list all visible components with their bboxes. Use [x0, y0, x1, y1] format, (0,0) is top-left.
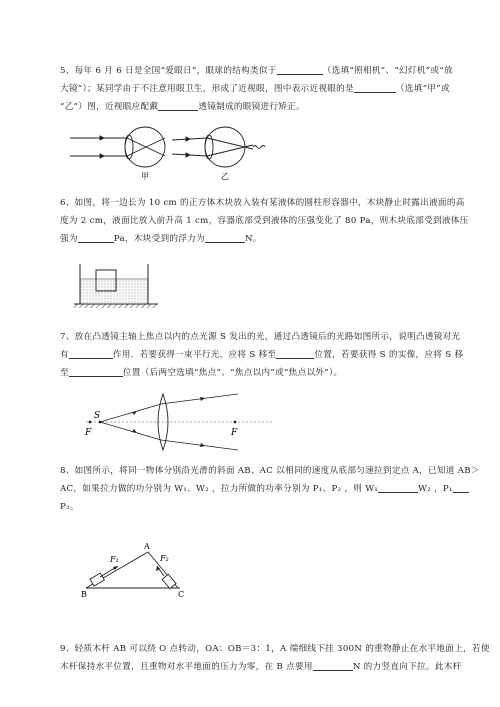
answer-blank[interactable] — [354, 82, 396, 93]
label-f-left: F — [85, 428, 92, 438]
q6-line-3: 强为 Pa，木块受到的浮力为 N。 — [60, 234, 262, 244]
q5-line-3: “乙”）图，近视眼应配戴 透镜制成的眼镜进行矫正。 — [60, 102, 306, 112]
label-f1: F₁ — [110, 555, 119, 564]
container-diagram — [74, 262, 164, 312]
label-jia: 甲 — [141, 172, 149, 181]
question-6 — [60, 194, 469, 248]
answer-blank[interactable] — [158, 100, 198, 111]
eye-diagram — [60, 120, 280, 185]
q8-line-3: P₂。 — [60, 502, 79, 512]
answer-blank[interactable] — [69, 348, 113, 359]
question-5 — [60, 62, 453, 116]
q6-line-1: 6、如图，将一边长为 10 cm 的正方体木块放入装有某液体的圆柱形容器中，木块静止时露出液面的高 — [60, 198, 465, 208]
q5-line-1: 5、每年 6 月 6 日是全国“爱眼日”，眼球的结构类似于 （选填“照相机”、“幻灯机”或“放 — [60, 66, 453, 76]
q8-line-2: AC，如果拉力做的功分别为 W₁、W₂ ，拉力所做的功率分别为 P₁、P₂ ，则 W₁ W₂ ，P₁ — [60, 480, 442, 498]
answer-blank[interactable] — [378, 482, 418, 493]
q9-line-1: 9、轻质木杆 AB 可以绕 O 点转动，OA：OB＝3：1，A 端细线下挂 300N 的重物静止在水平地面上，若使 — [60, 644, 490, 654]
answer-blank[interactable] — [313, 660, 353, 671]
label-c: C — [178, 590, 185, 599]
label-s: S — [94, 411, 101, 421]
q7-line-3: 至 位置（后两空选填“焦点”、“焦点以内”或“焦点以外”）。 — [60, 368, 343, 378]
answer-blank[interactable] — [277, 64, 323, 75]
q5-line-2: 大镜”）；某同学由于不注意用眼卫生，形成了近视眼，图中表示近视眼的是 （选填“甲”或 — [60, 84, 450, 94]
q8-line-1: 8、如图所示，将同一物体分别沿光滑的斜面 AB、AC 以相同的速度从底部匀速拉到定点 A，已知道 AB＞ — [60, 466, 480, 476]
answer-blank[interactable] — [78, 232, 114, 243]
answer-blank[interactable] — [205, 232, 245, 243]
label-f-right: F — [231, 428, 238, 438]
answer-blank[interactable] — [276, 348, 314, 359]
q7-line-2: 有 作用．若要获得一束平行光，应将 S 移至 位置，若要获得 S 的实像，应将 S 移 — [60, 350, 464, 360]
label-b: B — [81, 590, 87, 599]
question-7 — [60, 328, 464, 382]
question-8 — [60, 462, 480, 516]
answer-blank[interactable] — [69, 366, 123, 377]
answer-blank[interactable] — [453, 482, 469, 493]
question-9 — [60, 640, 490, 676]
q6-line-2: 度为 2 cm，液面比放入前升高 1 cm，容器底部受到液体的压强变化了 80 Pa，则木块底部受到液体压 — [60, 216, 469, 226]
lens-diagram — [80, 392, 280, 452]
q9-line-2: 木杆保持水平位置，且重物对水平地面的压力为零，在 B 点要用 N 的力竖直向下拉。此木杆 — [60, 662, 462, 672]
q7-line-1: 7、放在凸透镜主轴上焦点以内的点光源 S 发出的光，通过凸透镜后的光路如图所示，说明凸透镜对光 — [60, 332, 461, 342]
label-yi: 乙 — [221, 172, 229, 181]
incline-diagram — [80, 540, 190, 598]
label-f2: F₂ — [160, 554, 169, 563]
label-a: A — [144, 542, 150, 551]
